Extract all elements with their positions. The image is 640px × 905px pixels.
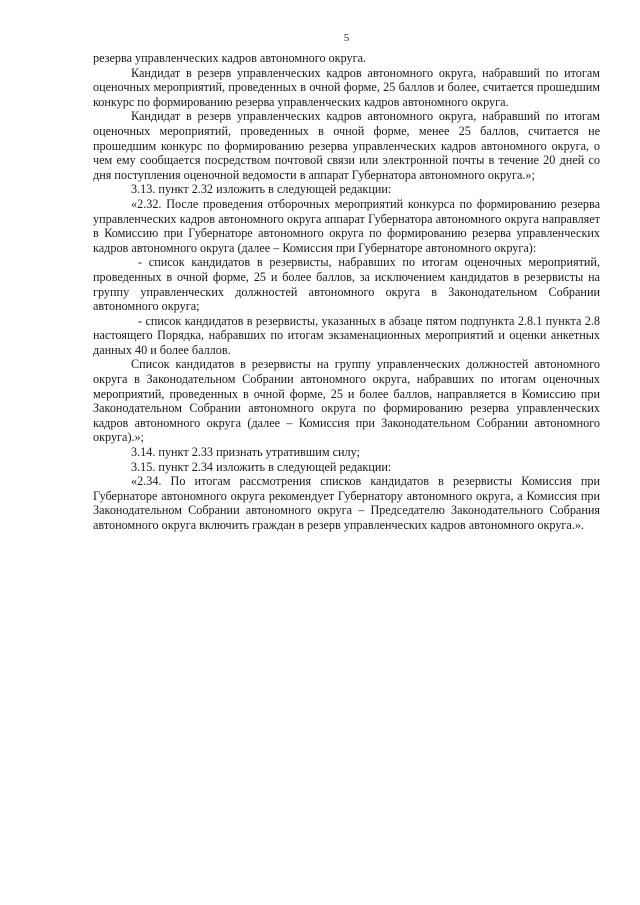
paragraph-item-3-13: 3.13. пункт 2.32 изложить в следующей редакции: (131, 182, 392, 197)
paragraph-continuation: резерва управленческих кадров автономного округа. (93, 51, 367, 65)
paragraph-candidate-passed: Кандидат в резерв управленческих кадров автономного округа, набравший по итогам оценочных мероприятий, проведенных в очной форме, 25 баллов и более, считается прошедшим конкурс по формированию резерва управленческих кадров автономного округа. (93, 65, 600, 109)
paragraph-clause-2-34: «2.34. По итогам рассмотрения списков кандидатов в резервисты Комиссия при Губернаторе автономного округа рекомендует Губернатору автономного округа, а Комиссия при Законодательном Собрании автономного округа – Председателю Законодательного Собрания автономного округа включить граждан в резерв управленческих кадров автономного округа.». (93, 474, 600, 532)
paragraph-item-3-14: 3.14. пункт 2.33 признать утратившим силу; (131, 445, 360, 460)
paragraph-item-3-15: 3.15. пункт 2.34 изложить в следующей редакции: (131, 459, 392, 474)
list-item-candidates-exam: - список кандидатов в резервисты, указанных в абзаце пятом подпункта 2.8.1 пункта 2.8 настоящего Порядка, набравших по итогам экзаменационных мероприятий и оценки анкетных данных 40 и более баллов. (93, 313, 600, 357)
paragraph-candidate-failed: Кандидат в резерв управленческих кадров автономного округа, набравший по итогам оценочных мероприятий, проведенных в очной форме, менее 25 баллов, считается не прошедшим конкурс по формированию резерва управленческих кадров автономного округа, о чем ему сообщается посредством почтовой связи или электронной почты в течение 20 дней со дня поступления оценочной ведомости в аппарат Губернатора автономного округа.»; (93, 109, 600, 182)
page-number: 5 (343, 32, 350, 44)
paragraph-legislative-list: Список кандидатов в резервисты на группу управленческих должностей автономного округа в Законодательном Собрании автономного округа, набравших по итогам оценочных мероприятий, проведенных в очной форме, 25 и более баллов, направляется в Комиссию при Законодательном Собрании автономного округа по формированию резерва управленческих кадров автономного округа (далее – Комиссия при Законодательном Собрании автономного округа).»; (93, 357, 600, 445)
paragraph-clause-2-32: «2.32. После проведения отборочных мероприятий конкурса по формированию резерва управленческих кадров автономного округа аппарат Губернатора автономного округа направляет в Комиссию при Губернаторе автономного округа по формированию резерва управленческих кадров автономного округа (далее – Комиссия при Губернаторе автономного округа): (93, 196, 600, 255)
list-item-candidates-in-person: - список кандидатов в резервисты, набравших по итогам оценочных мероприятий, проведенных в очной форме, 25 и более баллов, за исключением кандидатов в резервисты на группу управленческих должностей автономного округа в Законодательном Собрании автономного округа; (93, 255, 600, 314)
